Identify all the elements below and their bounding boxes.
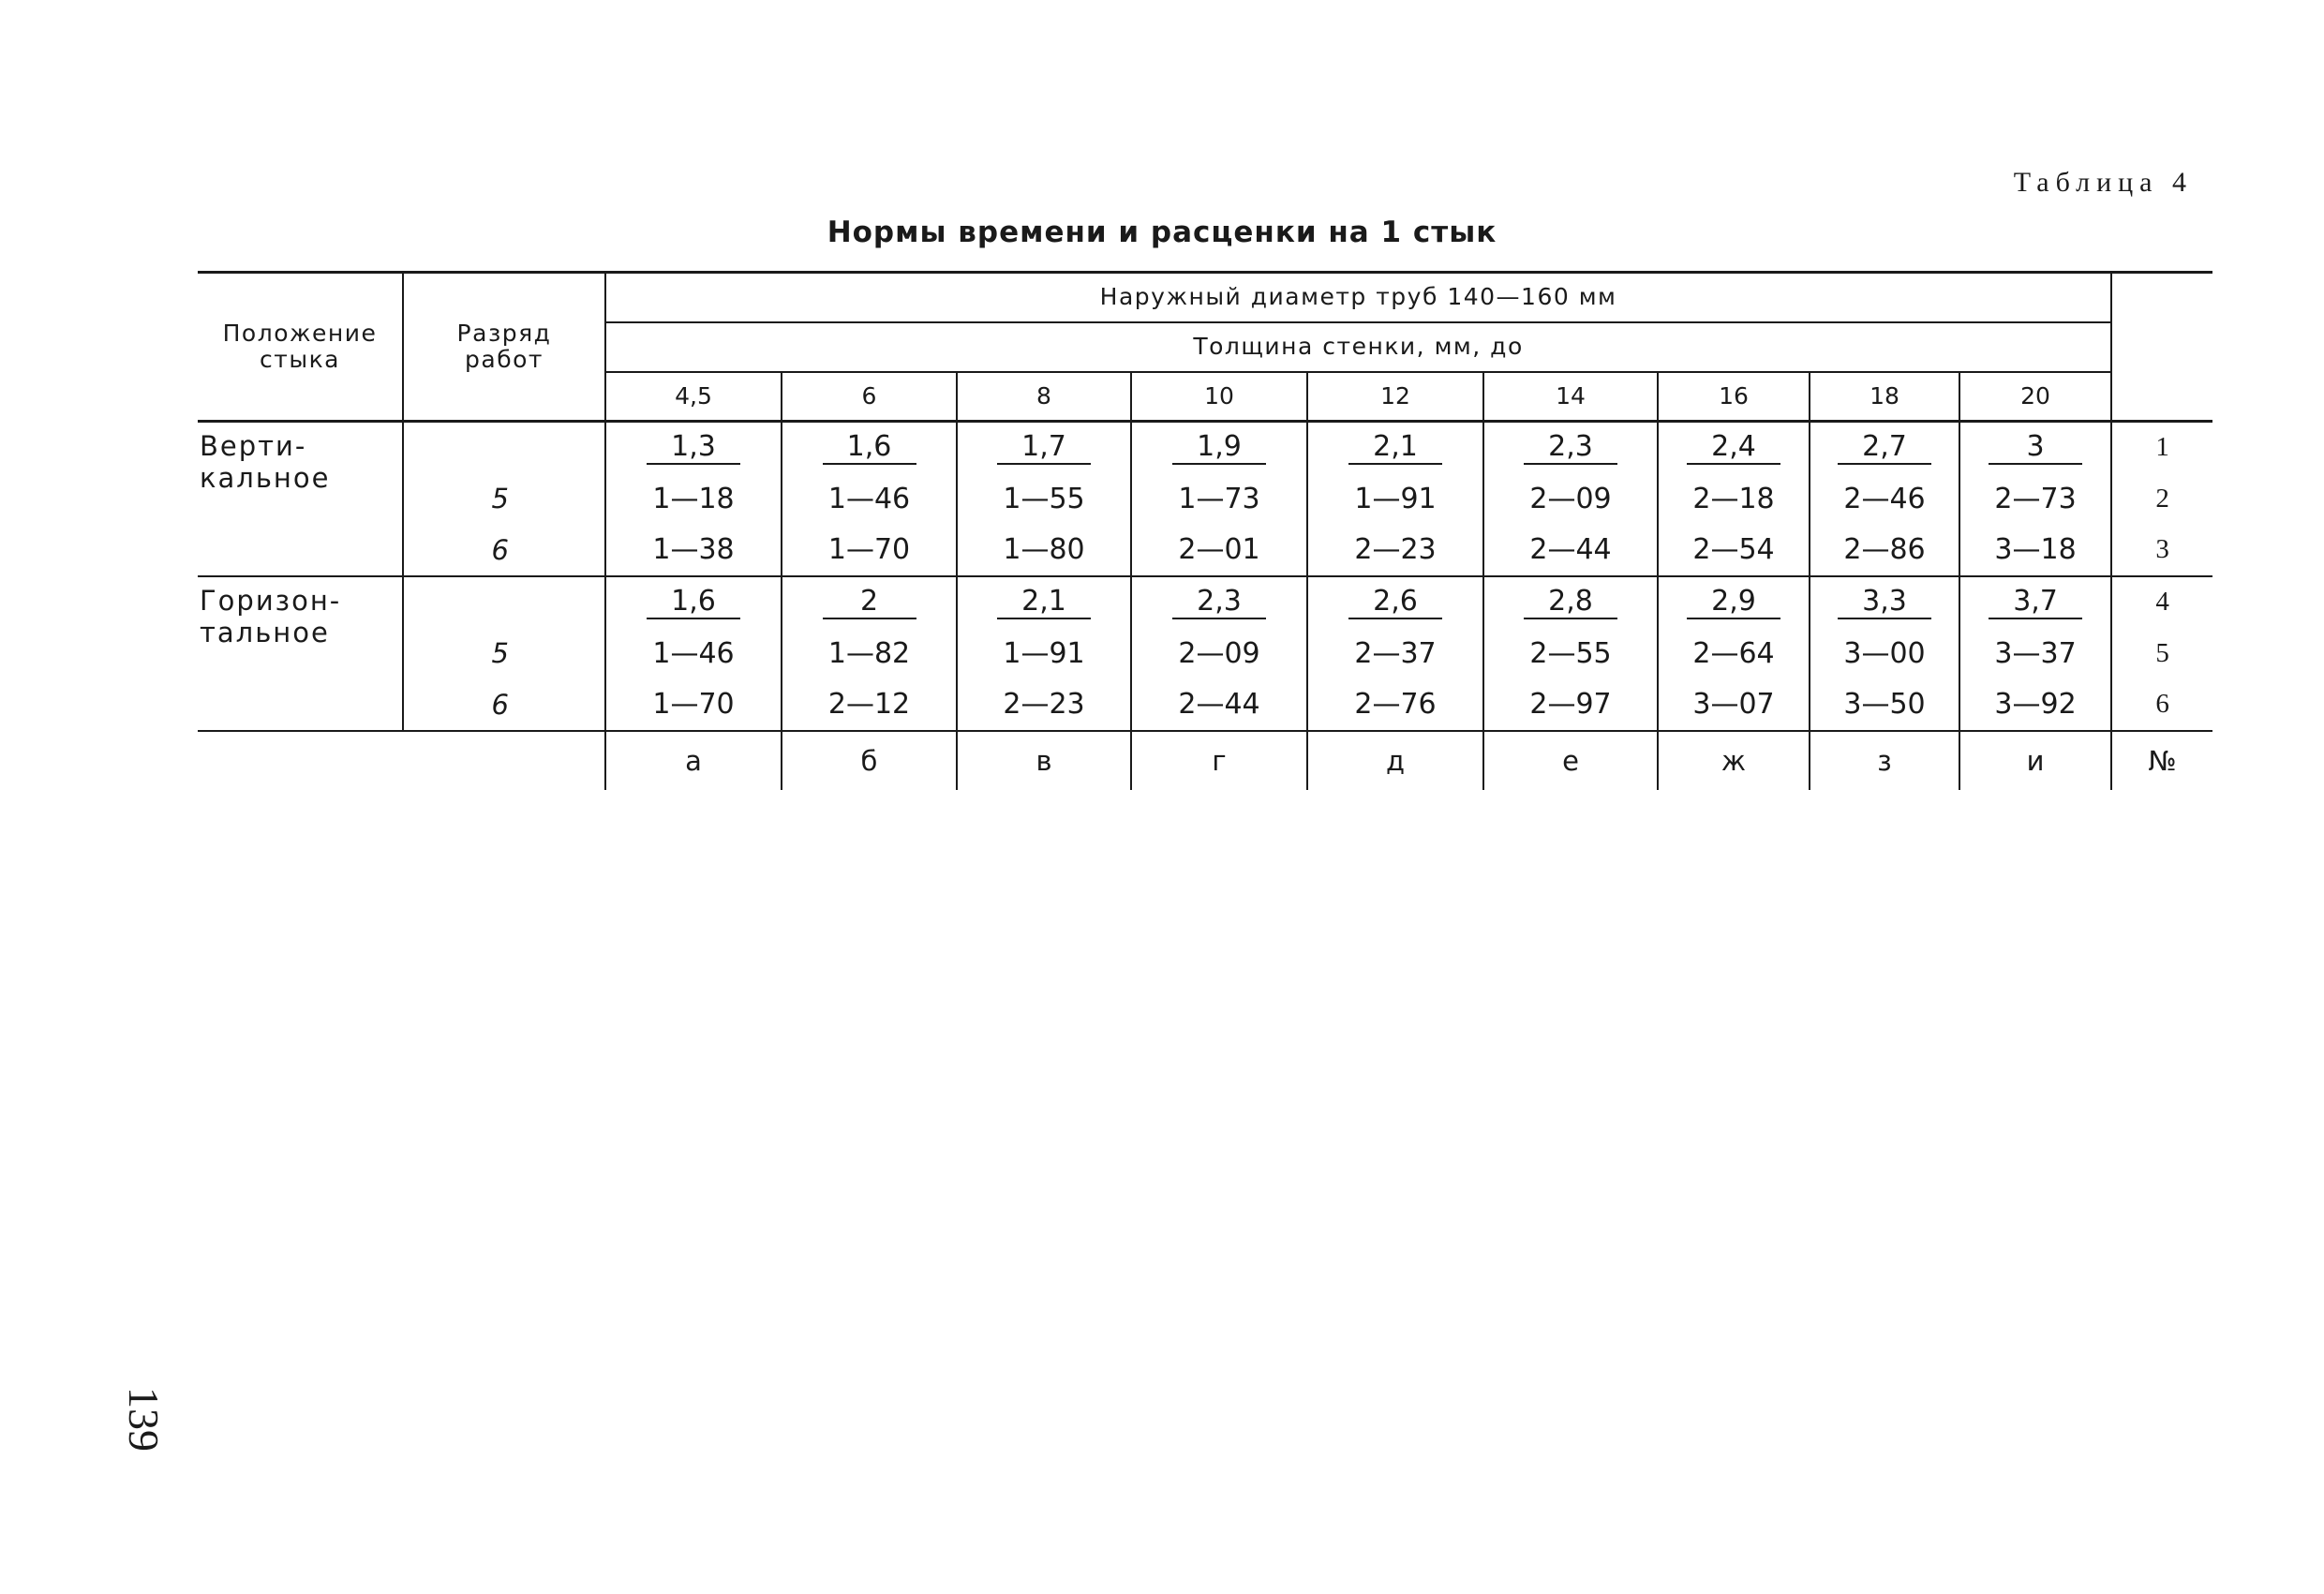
thickness-header-cell: 20 — [1959, 372, 2111, 422]
rate-value: 2—37 — [1354, 636, 1437, 670]
rate-cell — [1307, 473, 1483, 525]
time-norm-value: 1,7 — [997, 433, 1091, 465]
time-norm-cell — [782, 422, 957, 473]
rate-cell — [1307, 628, 1483, 679]
footer-row-letters — [198, 731, 2212, 790]
rate-value: 2—86 — [1843, 533, 1926, 566]
table-row — [198, 422, 2212, 473]
rate-cell — [1959, 679, 2111, 731]
row-number-cell: 5 — [2111, 628, 2212, 679]
time-norm-cell — [1959, 422, 2111, 473]
rate-value: 1—82 — [827, 636, 911, 670]
time-norm-cell — [782, 576, 957, 628]
thickness-header-cell: 12 — [1307, 372, 1483, 422]
time-norm-cell — [1131, 576, 1307, 628]
header-grade — [403, 273, 605, 422]
rate-value: 2—23 — [1354, 533, 1437, 566]
time-norm-cell — [1658, 576, 1810, 628]
time-norm-value: 2,9 — [1687, 588, 1780, 619]
rate-cell — [1131, 473, 1307, 525]
rate-cell — [1810, 525, 1959, 576]
rate-cell — [957, 679, 1131, 731]
rate-cell — [1959, 473, 2111, 525]
thickness-header-cell: 10 — [1131, 372, 1307, 422]
table-row — [198, 576, 2212, 628]
time-norm-value: 3 — [1989, 433, 2082, 465]
grade-cell: 6 — [403, 525, 605, 576]
joint-position-line2: тальное — [200, 616, 330, 648]
table-row — [198, 628, 2212, 679]
rate-cell — [1483, 525, 1658, 576]
rate-value: 1—46 — [827, 482, 911, 515]
rate-cell — [1131, 679, 1307, 731]
rate-value: 1—70 — [827, 533, 911, 566]
time-norm-cell — [605, 422, 782, 473]
rate-cell — [605, 473, 782, 525]
rate-cell — [1658, 525, 1810, 576]
time-norm-cell — [605, 576, 782, 628]
grade-cell: 5 — [403, 473, 605, 525]
rate-value: 2—97 — [1529, 688, 1612, 721]
rate-cell — [1810, 679, 1959, 731]
rate-value: 2—09 — [1529, 482, 1612, 515]
rate-cell — [782, 628, 957, 679]
rate-cell — [1658, 679, 1810, 731]
rate-value: 1—46 — [652, 636, 735, 670]
time-norm-value: 1,3 — [647, 433, 740, 465]
row-number-cell: 6 — [2111, 679, 2212, 731]
time-norm-value: 2,4 — [1687, 433, 1780, 465]
rate-value: 3—07 — [1692, 688, 1775, 721]
time-norm-cell — [1307, 576, 1483, 628]
thickness-header-cell: 14 — [1483, 372, 1658, 422]
rate-value: 1—91 — [1003, 636, 1085, 670]
rate-cell — [782, 525, 957, 576]
rate-cell — [1131, 525, 1307, 576]
column-letter-cell: г — [1131, 731, 1307, 790]
row-number-cell: 2 — [2111, 473, 2212, 525]
time-norm-cell — [1307, 422, 1483, 473]
rate-cell — [1483, 679, 1658, 731]
table-title: Нормы времени и расценки на 1 стык — [827, 216, 1497, 249]
rate-cell — [1810, 628, 1959, 679]
rate-cell — [1810, 473, 1959, 525]
norms-table — [198, 271, 2212, 790]
rate-cell — [1658, 628, 1810, 679]
thickness-header-cell: 8 — [957, 372, 1131, 422]
joint-position-cell — [198, 576, 403, 731]
rate-value: 1—91 — [1354, 482, 1437, 515]
rate-cell — [957, 473, 1131, 525]
rate-cell — [1959, 525, 2111, 576]
column-letter-cell: б — [782, 731, 957, 790]
rate-value: 2—18 — [1692, 482, 1775, 515]
rate-value: 1—38 — [652, 533, 735, 566]
time-norm-value: 3,3 — [1838, 588, 1931, 619]
row-number-cell: 3 — [2111, 525, 2212, 576]
footer-blank-cell — [198, 731, 605, 790]
column-letter-cell: и — [1959, 731, 2111, 790]
rate-cell — [957, 628, 1131, 679]
number-sign-cell: № — [2111, 731, 2212, 790]
header-wall-thickness: Толщина стенки, мм, до — [605, 322, 2111, 372]
rate-cell — [782, 679, 957, 731]
time-norm-cell — [1131, 422, 1307, 473]
rate-value: 1—70 — [652, 688, 735, 721]
joint-position-line2: кальное — [200, 462, 331, 494]
rate-value: 2—44 — [1529, 533, 1612, 566]
column-letter-cell: а — [605, 731, 782, 790]
time-norm-value: 2,3 — [1172, 588, 1266, 619]
rate-value: 2—55 — [1529, 636, 1612, 670]
joint-position-line1: Верти- — [200, 430, 307, 462]
table-row — [198, 525, 2212, 576]
time-norm-value: 1,6 — [647, 588, 740, 619]
time-norm-cell — [1810, 576, 1959, 628]
grade-cell — [403, 576, 605, 628]
time-norm-value: 2,1 — [1348, 433, 1442, 465]
thickness-header-cell: 16 — [1658, 372, 1810, 422]
thickness-header-cell: 6 — [782, 372, 957, 422]
rate-value: 1—55 — [1003, 482, 1085, 515]
time-norm-cell — [1959, 576, 2111, 628]
time-norm-cell — [957, 576, 1131, 628]
table-body — [198, 422, 2212, 731]
rate-value: 1—18 — [652, 482, 735, 515]
rate-cell — [1483, 473, 1658, 525]
rate-value: 2—46 — [1843, 482, 1926, 515]
column-letter-cell: ж — [1658, 731, 1810, 790]
rate-value: 2—23 — [1003, 688, 1085, 721]
rate-value: 2—54 — [1692, 533, 1775, 566]
header-diameter: Наружный диаметр труб 140—160 мм — [605, 273, 2111, 322]
column-letter-cell: з — [1810, 731, 1959, 790]
column-letter-cell: в — [957, 731, 1131, 790]
rate-cell — [605, 525, 782, 576]
time-norm-value: 2,8 — [1524, 588, 1617, 619]
rate-value: 2—64 — [1692, 636, 1775, 670]
joint-position-cell — [198, 422, 403, 576]
header-position — [198, 273, 403, 422]
time-norm-cell — [1483, 576, 1658, 628]
grade-cell: 6 — [403, 679, 605, 731]
rate-value: 1—73 — [1178, 482, 1260, 515]
rate-value: 2—12 — [827, 688, 911, 721]
rate-value: 2—44 — [1178, 688, 1260, 721]
thickness-header-cell: 18 — [1810, 372, 1959, 422]
rate-cell — [1483, 628, 1658, 679]
time-norm-value: 2,3 — [1524, 433, 1617, 465]
header-number-column — [2111, 273, 2212, 422]
table-row — [198, 679, 2212, 731]
rate-cell — [1307, 525, 1483, 576]
header-row-diameter — [198, 273, 2212, 322]
header-grade-label: Разряд работ — [456, 320, 552, 373]
rate-cell — [605, 679, 782, 731]
rate-cell — [1131, 628, 1307, 679]
header-position-label: Положение стыка — [222, 320, 378, 373]
thickness-header-cell: 4,5 — [605, 372, 782, 422]
row-number-cell: 4 — [2111, 576, 2212, 628]
rate-cell — [1959, 628, 2111, 679]
rate-value: 2—76 — [1354, 688, 1437, 721]
column-letter-cell: д — [1307, 731, 1483, 790]
rate-value: 3—37 — [1994, 636, 2077, 670]
time-norm-value: 1,6 — [823, 433, 916, 465]
rate-cell — [1658, 473, 1810, 525]
rate-cell — [957, 525, 1131, 576]
time-norm-cell — [1810, 422, 1959, 473]
rate-value: 3—18 — [1994, 533, 2077, 566]
grade-cell: 5 — [403, 628, 605, 679]
time-norm-value: 2,7 — [1838, 433, 1931, 465]
table-row — [198, 473, 2212, 525]
rate-value: 3—50 — [1843, 688, 1926, 721]
rate-value: 2—09 — [1178, 636, 1260, 670]
table-number-label: Таблица 4 — [2013, 167, 2193, 198]
time-norm-cell — [957, 422, 1131, 473]
joint-position-line1: Горизон- — [200, 584, 342, 617]
time-norm-value: 3,7 — [1989, 588, 2082, 619]
page-number: 139 — [120, 1387, 168, 1452]
rate-value: 1—80 — [1003, 533, 1085, 566]
time-norm-value: 2,1 — [997, 588, 1091, 619]
time-norm-cell — [1483, 422, 1658, 473]
time-norm-value: 1,9 — [1172, 433, 1266, 465]
rate-cell — [782, 473, 957, 525]
rate-value: 3—00 — [1843, 636, 1926, 670]
rate-value: 2—73 — [1994, 482, 2077, 515]
column-letter-cell: е — [1483, 731, 1658, 790]
rate-value: 3—92 — [1994, 688, 2077, 721]
rate-cell — [1307, 679, 1483, 731]
rate-value: 2—01 — [1178, 533, 1260, 566]
time-norm-value: 2,6 — [1348, 588, 1442, 619]
time-norm-cell — [1658, 422, 1810, 473]
time-norm-value: 2 — [823, 588, 916, 619]
rate-cell — [605, 628, 782, 679]
grade-cell — [403, 422, 605, 473]
row-number-cell: 1 — [2111, 422, 2212, 473]
